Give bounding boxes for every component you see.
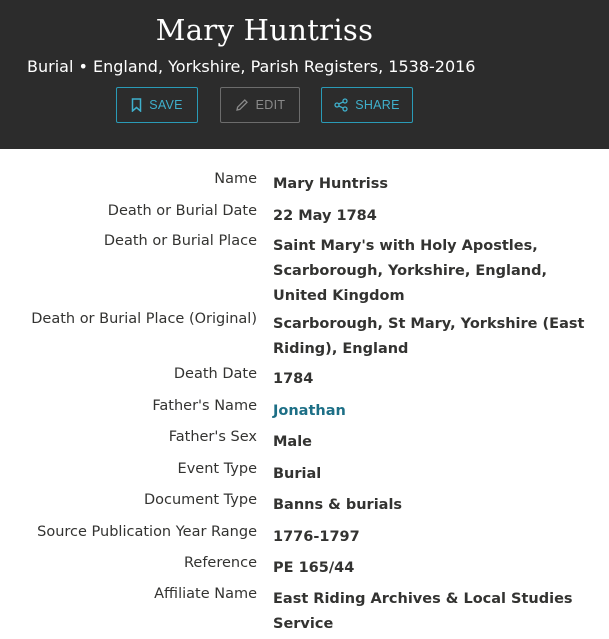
detail-label: Death or Burial Place bbox=[103, 233, 257, 249]
detail-label: Death or Burial Date bbox=[107, 203, 257, 219]
detail-value: Saint Mary's with Holy Apostles, Scarborough, Yorkshire, England, United Kingdom bbox=[273, 238, 547, 304]
record-collection-subtitle: Burial • England, Yorkshire, Parish Registers, 1538-2016 bbox=[27, 57, 476, 76]
detail-label: Name bbox=[214, 171, 257, 187]
detail-label: Event Type bbox=[177, 461, 257, 477]
save-button[interactable] bbox=[116, 87, 198, 123]
detail-value: East Riding Archives & Local Studies Service bbox=[273, 591, 573, 632]
detail-value: 22 May 1784 bbox=[273, 208, 377, 224]
share-button-label: SHARE bbox=[355, 98, 400, 112]
detail-label: Source Publication Year Range bbox=[37, 524, 257, 540]
edit-button-label: EDIT bbox=[255, 98, 286, 112]
page-title: Mary Huntriss bbox=[155, 13, 374, 47]
save-button-label: SAVE bbox=[149, 98, 183, 112]
detail-label: Father's Sex bbox=[168, 429, 257, 445]
record-header bbox=[0, 0, 609, 149]
detail-label: Death Date bbox=[173, 366, 257, 382]
fathers-name-link[interactable]: Jonathan bbox=[273, 403, 346, 419]
detail-value: 1784 bbox=[273, 371, 314, 387]
pencil-icon bbox=[235, 98, 249, 112]
detail-label: Father's Name bbox=[152, 398, 257, 414]
bookmark-icon bbox=[131, 98, 142, 112]
detail-label: Death or Burial Place (Original) bbox=[31, 311, 257, 327]
detail-label: Reference bbox=[183, 555, 257, 571]
detail-value: Burial bbox=[273, 466, 322, 482]
detail-label: Document Type bbox=[143, 492, 257, 508]
detail-value: Male bbox=[273, 434, 313, 450]
detail-label: Affiliate Name bbox=[154, 586, 257, 602]
detail-value: PE 165/44 bbox=[273, 560, 355, 576]
share-button[interactable] bbox=[321, 87, 413, 123]
detail-value: 1776-1797 bbox=[273, 529, 360, 545]
share-icon bbox=[334, 98, 348, 112]
detail-value: Mary Huntriss bbox=[273, 176, 388, 192]
detail-value: Scarborough, St Mary, Yorkshire (East Riding), England bbox=[273, 316, 585, 357]
detail-value: Banns & burials bbox=[273, 497, 403, 513]
edit-button[interactable] bbox=[220, 87, 300, 123]
